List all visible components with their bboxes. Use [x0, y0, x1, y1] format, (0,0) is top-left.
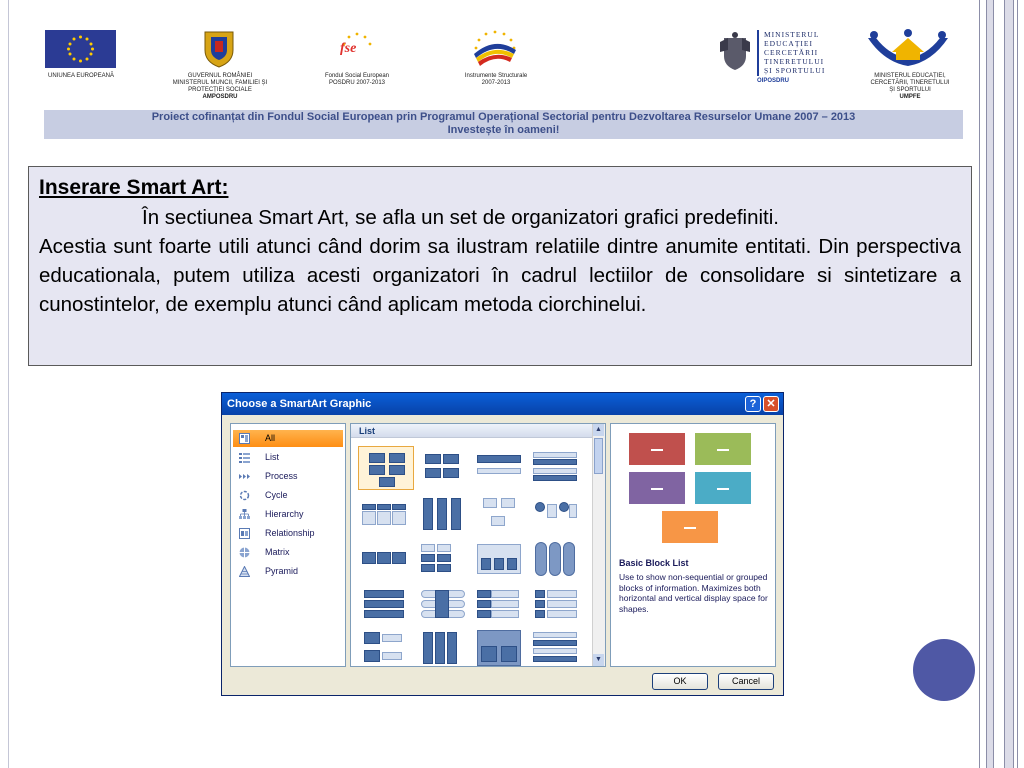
thumb-block [437, 544, 451, 552]
thumb-block [491, 600, 519, 608]
layout-thumb-12[interactable] [529, 540, 585, 584]
ministry-name-line-1: MINISTERUL [764, 30, 820, 39]
thumb-block [377, 504, 391, 510]
category-label-relationship: Relationship [265, 528, 315, 538]
thumb-block [507, 558, 517, 570]
pyramid-icon [239, 566, 250, 577]
ministry-coat-of-arms-icon [718, 30, 752, 72]
textbox-first-line-text: În sectiunea Smart Art, se afla un set de organizatori grafici predefiniti. [142, 206, 779, 229]
scroll-down-arrow-icon[interactable]: ▼ [593, 654, 604, 666]
category-label-list: List [265, 452, 280, 462]
thumb-block [377, 511, 391, 525]
category-label-process: Process [265, 471, 298, 481]
umpfe-caption [858, 73, 962, 101]
ministry-name-line-2: EDUCAȚIEI [764, 39, 813, 48]
preview-block-2 [694, 432, 752, 466]
thumb-block [477, 590, 491, 598]
layout-thumb-17[interactable] [358, 630, 414, 667]
thumb-block [443, 468, 459, 478]
thumb-block [392, 504, 406, 510]
category-item-relationship[interactable] [233, 525, 343, 542]
layout-thumb-5[interactable] [358, 494, 414, 538]
umpfe-caption-line-4: UMPFE [899, 94, 921, 100]
thumb-block [494, 558, 504, 570]
relationship-icon [239, 528, 250, 539]
layout-thumb-2[interactable] [417, 446, 473, 490]
smartart-dialog [221, 392, 784, 696]
scrollbar-thumb[interactable] [594, 438, 603, 474]
layout-thumb-7[interactable] [473, 494, 529, 538]
category-item-cycle[interactable] [233, 487, 343, 504]
thumb-block [547, 600, 577, 608]
thumb-block [535, 610, 545, 618]
structural-instruments-logo [466, 28, 524, 68]
layout-thumb-9[interactable] [358, 540, 414, 584]
layout-thumb-13[interactable] [358, 586, 414, 630]
right-rail-line-1 [979, 0, 980, 768]
is-caption-line-2: 2007-2013 [481, 80, 511, 86]
thumb-block [364, 600, 404, 608]
ministry-name-line-4: TINERETULUI [764, 57, 825, 66]
banner-line-2: Investește în oameni! [447, 124, 560, 136]
layout-thumb-16[interactable] [529, 586, 585, 630]
thumb-block [447, 632, 457, 664]
gov-caption-line-4: AMPOSDRU [202, 94, 238, 100]
layout-thumb-3[interactable] [473, 446, 529, 490]
thumb-block [382, 634, 402, 642]
thumb-block [533, 452, 577, 458]
preview-block-dash [651, 488, 663, 490]
layout-thumb-15[interactable] [473, 586, 529, 630]
thumb-block [437, 554, 451, 562]
hierarchy-icon [239, 509, 250, 520]
ministry-name-line-3: CERCETĂRII [764, 48, 819, 57]
dialog-title-bar [222, 393, 783, 415]
thumb-block [563, 542, 575, 576]
umpfe-caption-line-3: ȘI SPORTULUI [889, 87, 931, 93]
thumb-block [421, 554, 435, 562]
category-label-pyramid: Pyramid [265, 566, 299, 576]
thumb-block [364, 650, 380, 662]
umpfe-logo [862, 28, 954, 70]
cycle-icon [239, 490, 250, 501]
thumb-block [382, 652, 402, 660]
textbox-body: Acestia sunt foarte utili atunci când dorim sa ilustram relatiile dintre anumite entitati. Din perspectiva educationala, putem utiliza acesti organizatori în cadrul lectiilor de consolidare si sintetizare a cunostintelor, de exemplu atunci când aplicam metoda ciorchinelui. [39, 235, 961, 316]
thumb-block [369, 453, 385, 463]
textbox-title: Inserare Smart Art: [39, 176, 229, 199]
gallery-scrollbar[interactable] [592, 424, 605, 666]
thumb-block [377, 552, 391, 564]
left-rail-line [8, 0, 9, 768]
layout-thumb-basic-block-list[interactable] [358, 446, 414, 490]
structural-instruments-caption [452, 73, 540, 87]
thumb-block [451, 498, 461, 530]
thumb-block [481, 558, 491, 570]
thumb-block [364, 610, 404, 618]
fse-mark: fse [340, 41, 357, 56]
fse-caption [312, 73, 402, 87]
eu-flag-logo [45, 30, 116, 68]
thumb-block [535, 502, 545, 512]
thumb-block [547, 504, 557, 518]
matrix-icon [239, 547, 250, 558]
help-button[interactable] [745, 396, 761, 412]
romania-coat-of-arms-icon [202, 28, 236, 68]
thumb-block [423, 632, 433, 664]
category-item-hierarchy[interactable] [233, 506, 343, 523]
process-icon [239, 471, 250, 482]
thumb-block [559, 502, 569, 512]
thumb-block [501, 498, 515, 508]
close-icon: ✕ [766, 398, 776, 410]
layout-thumb-19[interactable] [473, 630, 529, 667]
textbox-body-paragraph [39, 203, 961, 319]
thumb-block [483, 498, 497, 508]
thumb-block [533, 632, 577, 638]
preview-panel [610, 423, 776, 667]
smart-art-text-box [28, 166, 972, 366]
thumb-block [389, 465, 405, 475]
thumb-block [535, 590, 545, 598]
banner-line-1: Proiect cofinanțat din Fondul Social European prin Programul Operațional Sectorial pentru Dezvoltarea Resurselor Umane 2007 – 2013 [151, 111, 856, 123]
layout-thumb-4[interactable] [529, 446, 585, 490]
category-label-hierarchy: Hierarchy [265, 509, 304, 519]
scroll-up-arrow-icon[interactable]: ▲ [593, 424, 604, 436]
thumb-block [533, 640, 577, 646]
decorative-circle [913, 639, 975, 701]
thumb-block [547, 610, 577, 618]
thumb-block [533, 475, 577, 481]
category-list [230, 423, 346, 667]
layout-thumb-6[interactable] [417, 494, 473, 538]
thumb-block [477, 468, 521, 474]
preview-block-dash [717, 449, 729, 451]
category-item-matrix[interactable] [233, 544, 343, 561]
preview-block-3 [628, 471, 686, 505]
cancel-button[interactable]: Cancel [718, 673, 774, 690]
thumb-block [364, 632, 380, 644]
thumb-block [435, 632, 445, 664]
thumb-block [547, 590, 577, 598]
thumb-block [533, 459, 577, 465]
fse-caption-line-1: Fondul Social European [324, 73, 390, 79]
thumb-block [535, 542, 547, 576]
layout-thumb-14[interactable] [417, 586, 473, 630]
ministry-divider [757, 30, 759, 76]
thumb-block [389, 453, 405, 463]
right-rail-line-2 [1017, 0, 1018, 768]
preview-block-dash [684, 527, 696, 529]
gov-caption-line-3: PROTECȚIEI SOCIALE [188, 87, 252, 93]
layout-thumb-10[interactable] [417, 540, 473, 584]
thumb-block [569, 504, 577, 518]
gallery-header: List [351, 424, 593, 438]
preview-block-1 [628, 432, 686, 466]
category-item-list[interactable] [233, 449, 343, 466]
layout-thumb-20[interactable] [529, 630, 585, 667]
preview-block-5 [661, 510, 719, 544]
umpfe-caption-line-1: MINISTERUL EDUCAȚIEI, [874, 73, 946, 79]
thumb-block [425, 468, 441, 478]
thumb-block [437, 564, 451, 572]
thumb-block [392, 552, 406, 564]
category-item-process[interactable] [233, 468, 343, 485]
fse-logo [330, 30, 384, 68]
thumb-block [491, 610, 519, 618]
all-icon [239, 433, 250, 444]
thumb-block [549, 542, 561, 576]
thumb-block [379, 477, 395, 487]
category-label-cycle: Cycle [265, 490, 288, 500]
right-rail-band-1 [986, 0, 994, 768]
thumb-block [362, 552, 376, 564]
thumb-block [423, 498, 433, 530]
thumb-block [437, 498, 447, 530]
thumb-block [533, 648, 577, 654]
thumb-block [481, 646, 497, 662]
list-icon [239, 452, 250, 463]
thumb-block [421, 544, 435, 552]
thumb-block [421, 564, 435, 572]
thumb-block [369, 465, 385, 475]
thumb-block [435, 590, 449, 618]
close-button[interactable] [763, 396, 779, 412]
thumb-block [477, 455, 521, 463]
thumb-block [477, 600, 491, 608]
fse-caption-line-2: POSDRU 2007-2013 [328, 80, 386, 86]
ministry-caption: OIPOSDRU [756, 78, 789, 84]
category-item-all[interactable] [233, 430, 343, 447]
textbox-first-line [39, 203, 961, 232]
thumb-block [362, 504, 376, 510]
preview-description: Use to show non-sequential or grouped blocks of information. Maximizes both horizontal and vertical display space for shapes. [619, 572, 768, 614]
layout-thumb-8[interactable] [529, 494, 585, 538]
thumb-block [491, 590, 519, 598]
gov-caption-line-1: GUVERNUL ROMÂNIEI [187, 73, 253, 79]
dialog-title: Choose a SmartArt Graphic [227, 398, 372, 410]
layout-thumb-11[interactable] [473, 540, 529, 584]
preview-block-dash [651, 449, 663, 451]
gov-caption-line-2: MINISTERUL MUNCII, FAMILIEI ȘI [172, 80, 268, 86]
is-caption-line-1: Instrumente Structurale [464, 73, 528, 79]
thumb-block [533, 656, 577, 662]
category-label-matrix: Matrix [265, 547, 290, 557]
thumb-block [364, 590, 404, 598]
thumb-block [392, 511, 406, 525]
thumb-block [443, 454, 459, 464]
layout-thumb-18[interactable] [417, 630, 473, 667]
eu-caption: UNIUNEA EUROPEANĂ [47, 73, 114, 79]
thumb-block [533, 468, 577, 474]
thumb-block [425, 454, 441, 464]
category-item-pyramid[interactable] [233, 563, 343, 580]
help-icon: ? [749, 398, 757, 410]
project-banner [44, 110, 963, 139]
preview-block-dash [717, 488, 729, 490]
category-label-all: All [265, 433, 276, 443]
right-rail-band-2 [1004, 0, 1014, 768]
ministry-name-line-5: ȘI SPORTULUI [764, 66, 826, 75]
thumb-block [477, 610, 491, 618]
preview-title: Basic Block List [619, 558, 689, 568]
umpfe-caption-line-2: CERCETĂRII, TINERETULUI [870, 80, 950, 86]
thumb-block [501, 646, 517, 662]
preview-block-4 [694, 471, 752, 505]
layout-gallery [350, 423, 606, 667]
ok-button[interactable]: OK [652, 673, 708, 690]
gov-caption [166, 73, 274, 101]
thumb-block [491, 516, 505, 526]
thumb-block [362, 511, 376, 525]
thumb-block [535, 600, 545, 608]
ministry-name [764, 30, 844, 75]
